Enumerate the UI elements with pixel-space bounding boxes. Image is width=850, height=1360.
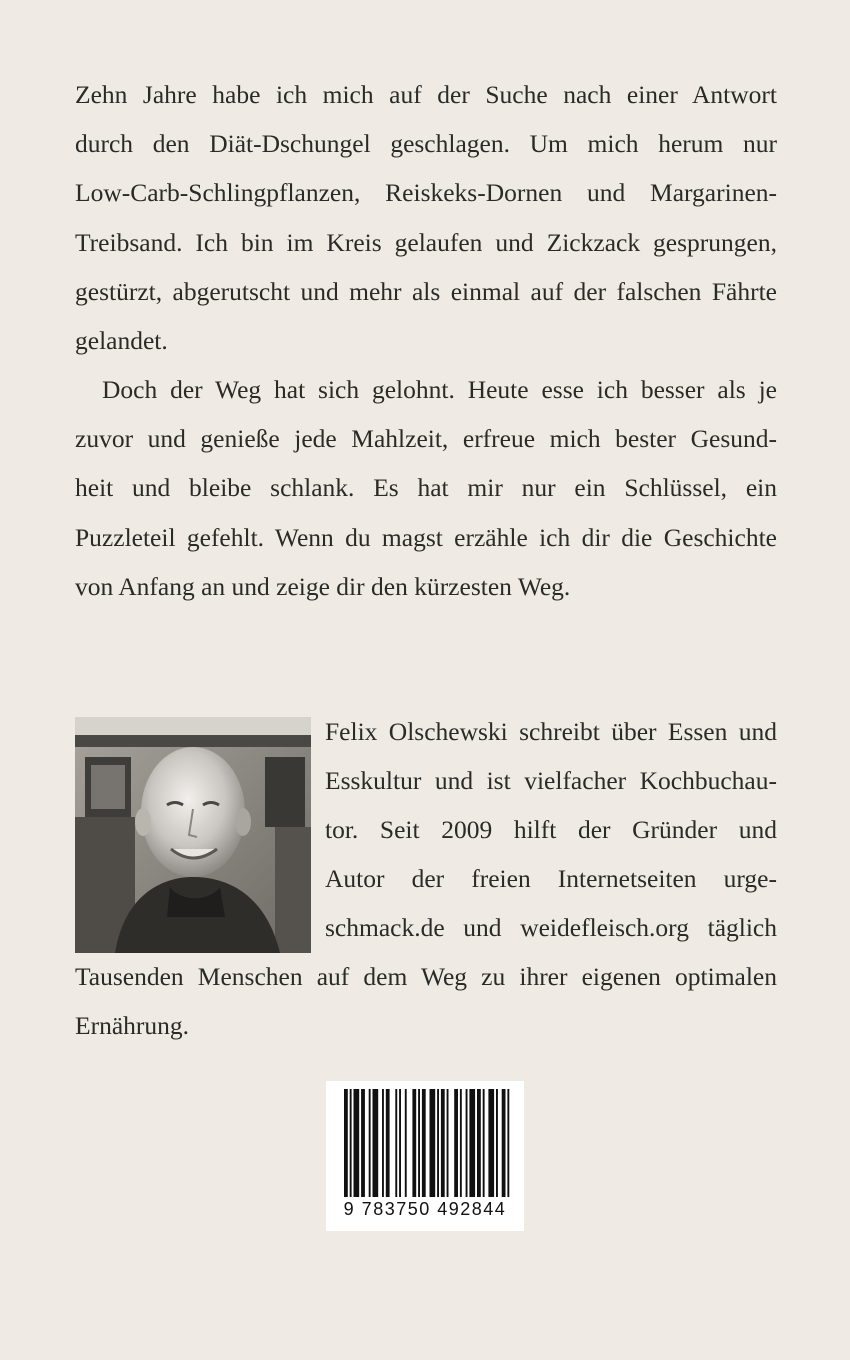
barcode-bar	[350, 1089, 352, 1197]
barcode-bar	[460, 1089, 462, 1197]
text-line: von Anfang an und zeige dir den kürzesten Weg.	[75, 572, 571, 601]
text-line: Low-Carb-Schlingpflanzen, Reiskeks-Dornen und Margarinen-	[75, 178, 777, 207]
text-line: schmack.de und weidefleisch.org täglich	[325, 913, 777, 942]
barcode-bar	[344, 1089, 348, 1197]
barcode-bar	[441, 1089, 445, 1197]
text-line: Tausenden Menschen auf dem Weg zu ihrer eigenen optimalen	[75, 962, 777, 991]
barcode-bar	[483, 1089, 485, 1197]
barcode-bar	[430, 1089, 436, 1197]
text-line: Doch der Weg hat sich gelohnt. Heute esse ich besser als je	[102, 375, 777, 404]
barcode-bar	[507, 1089, 509, 1197]
barcode-bars	[326, 1081, 524, 1199]
barcode-bar	[477, 1089, 481, 1197]
text-line: tor. Seit 2009 hilft der Gründer und	[325, 815, 777, 844]
barcode-bar	[405, 1089, 407, 1197]
isbn-barcode	[326, 1081, 524, 1231]
barcode-bar	[373, 1089, 379, 1197]
barcode-bar	[454, 1089, 458, 1197]
barcode-bar	[466, 1089, 468, 1197]
text-line: Puzzleteil gefehlt. Wenn du magst erzähle ich dir die Geschichte	[75, 523, 777, 552]
barcode-bar	[386, 1089, 390, 1197]
text-line: Treibsand. Ich bin im Kreis gelaufen und Zickzack gesprungen,	[75, 228, 777, 257]
barcode-bar	[488, 1089, 494, 1197]
barcode-bar	[447, 1089, 449, 1197]
barcode-bar	[399, 1089, 401, 1197]
barcode-bar	[469, 1089, 475, 1197]
text-line: Zehn Jahre habe ich mich auf der Suche nach einer Antwort	[75, 80, 777, 109]
text-line: gelandet.	[75, 326, 168, 355]
text-line: heit und bleibe schlank. Es hat mir nur ein Schlüssel, ein	[75, 473, 777, 502]
barcode-bar	[361, 1089, 365, 1197]
text-line: Felix Olschewski schreibt über Essen und	[325, 717, 777, 746]
text-line: durch den Diät-Dschungel geschlagen. Um mich herum nur	[75, 129, 777, 158]
barcode-bar	[395, 1089, 397, 1197]
isbn-number: 9 783750 492844	[343, 1199, 507, 1219]
author-photo	[75, 717, 311, 953]
barcode-bar	[382, 1089, 384, 1197]
barcode-bar	[354, 1089, 360, 1197]
barcode-bar	[437, 1089, 439, 1197]
text-line: zuvor und genieße jede Mahlzeit, erfreue mich bester Gesund-	[75, 424, 777, 453]
barcode-bar	[502, 1089, 506, 1197]
barcode-bar	[369, 1089, 371, 1197]
barcode-bar	[418, 1089, 420, 1197]
text-line: Autor der freien Internetseiten urge-	[325, 864, 777, 893]
author-portrait-image	[75, 717, 311, 953]
text-line: gestürzt, abgerutscht und mehr als einmal auf der falschen Fährte	[75, 277, 777, 306]
text-line: Ernährung.	[75, 1011, 190, 1040]
barcode-bar	[422, 1089, 426, 1197]
text-line: Esskultur und ist vielfacher Kochbuchau-	[325, 766, 777, 795]
barcode-bar	[412, 1089, 416, 1197]
barcode-bar	[496, 1089, 498, 1197]
